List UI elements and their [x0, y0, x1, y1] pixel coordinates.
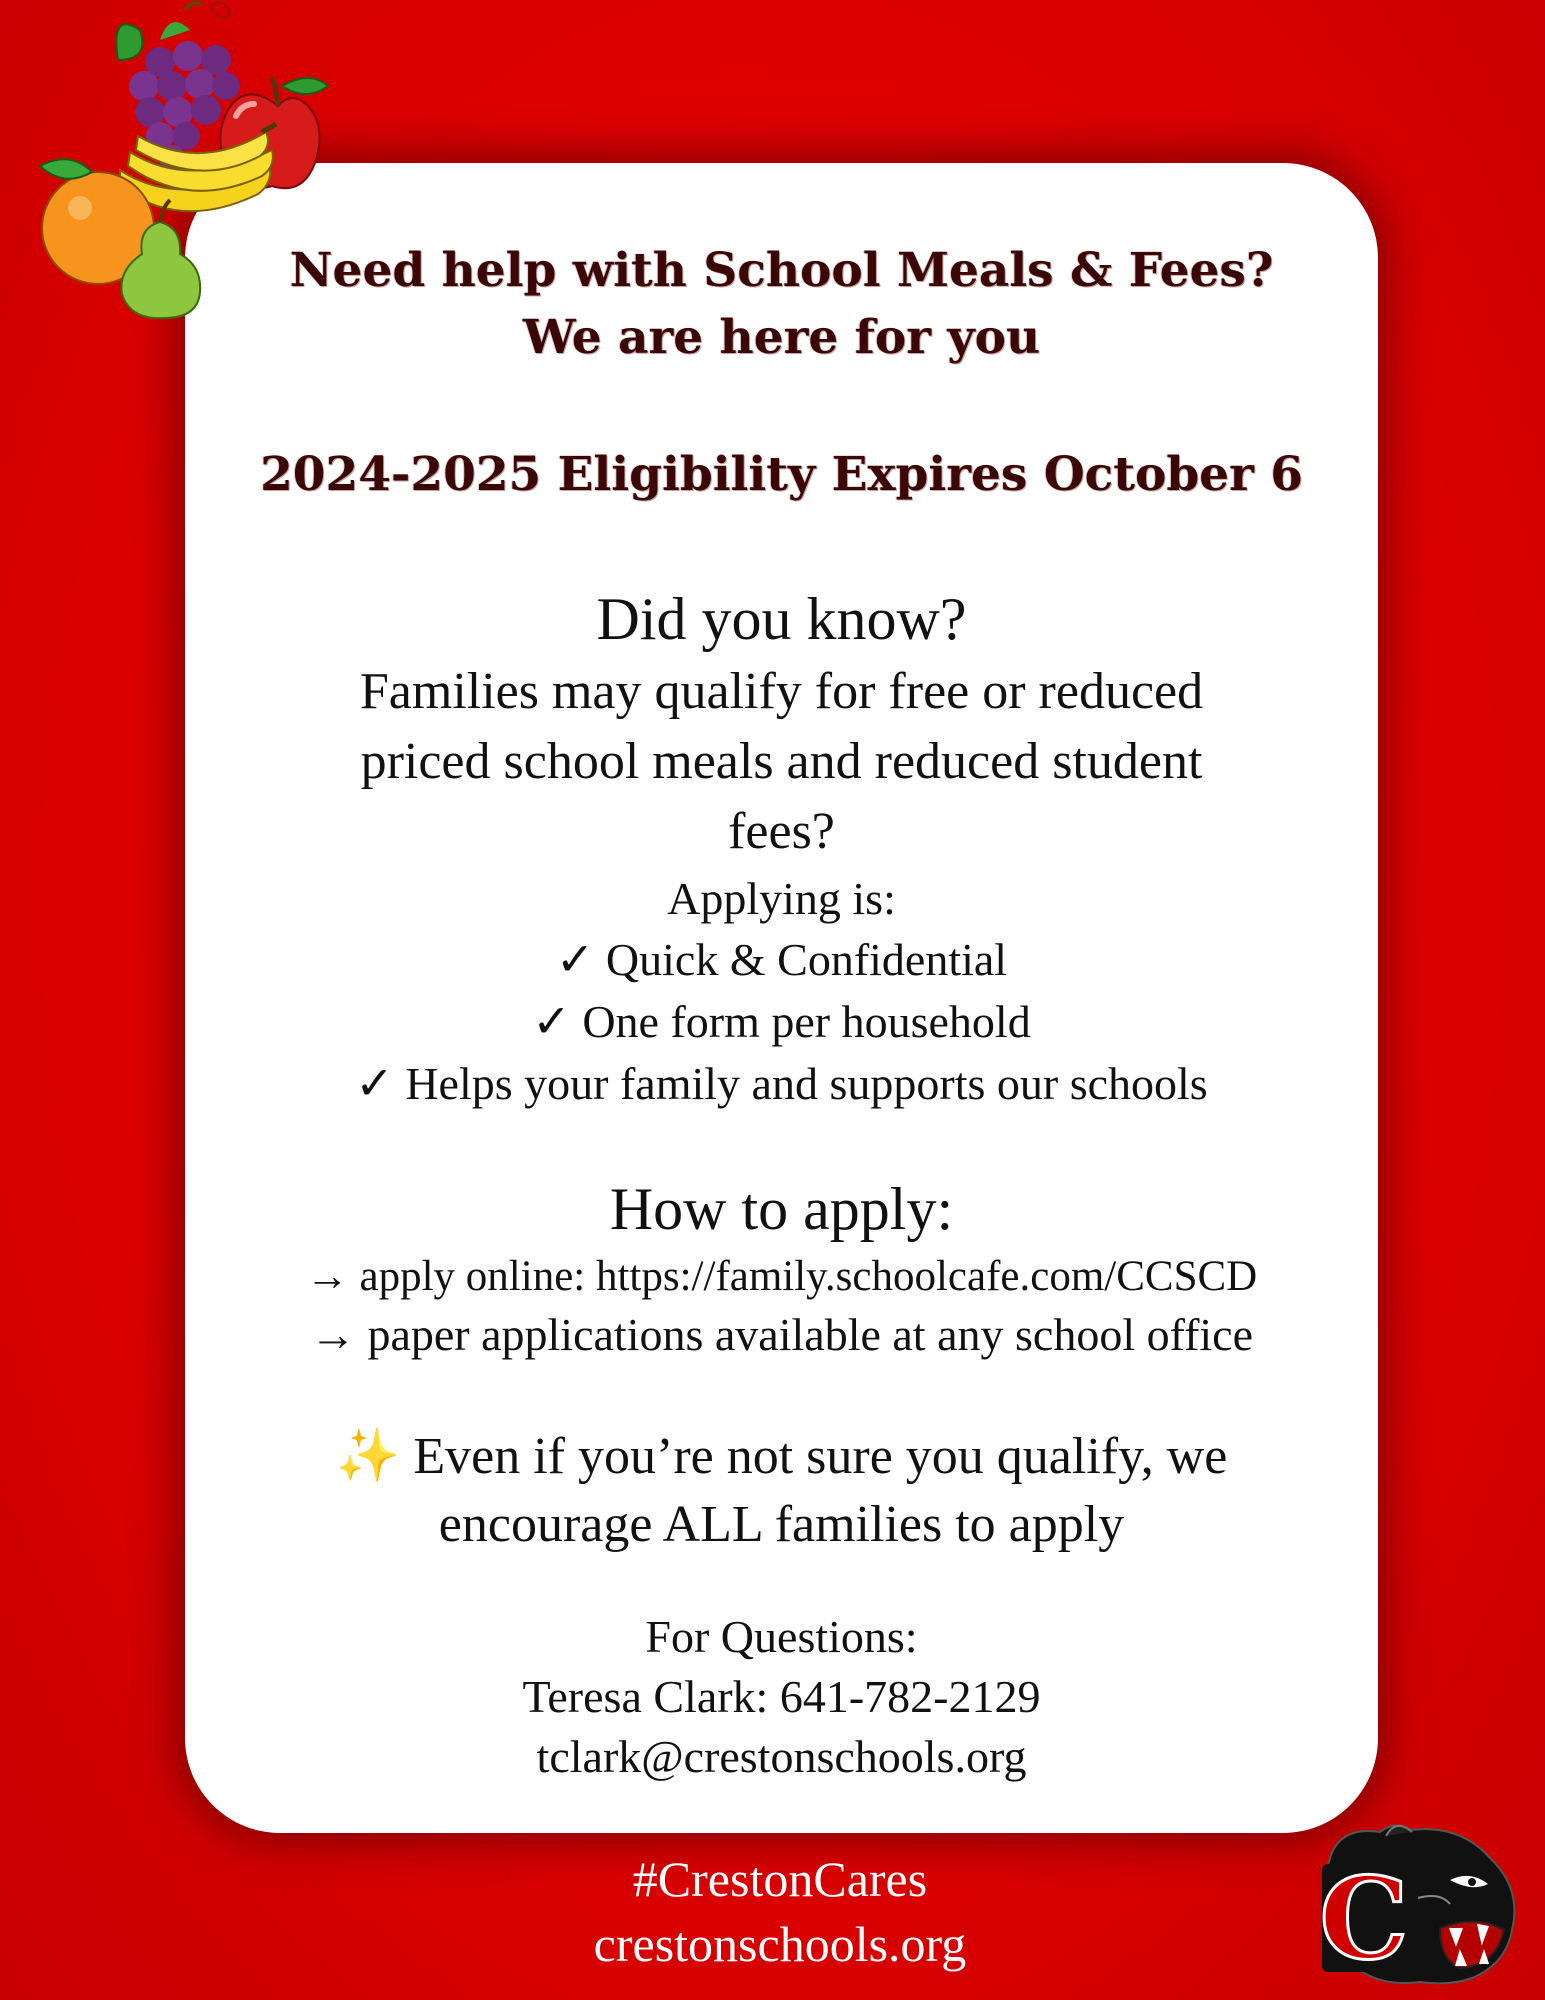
intro-text-line-1: Families may qualify for free or reduced: [359, 663, 1204, 720]
logo-letter: C: [1319, 1854, 1409, 1985]
intro-text-line-2: priced school meals and reduced student: [360, 733, 1203, 790]
questions-label: For Questions:: [645, 1611, 918, 1662]
encourage-text-1: Even if you’re not sure you qualify, we: [413, 1428, 1228, 1485]
apply-online-link[interactable]: → apply online: https://family.schoolcafe.com/CCSCD: [305, 1253, 1258, 1300]
encourage-line-2: encourage ALL families to apply: [438, 1496, 1125, 1553]
headline-line-2: We are here for you: [522, 310, 1041, 365]
intro-text-line-3: fees?: [728, 803, 835, 860]
panther-logo: [1300, 1818, 1525, 1988]
website-link[interactable]: crestonschools.org: [593, 1916, 967, 1972]
paper-applications-text: → paper applications available at any school office: [309, 1309, 1254, 1360]
eligibility-deadline: 2024-2025 Eligibility Expires October 6: [260, 447, 1303, 502]
benefit-item: ✓ Quick & Confidential: [555, 934, 1008, 985]
how-to-apply-heading: How to apply:: [609, 1176, 954, 1242]
applying-label: Applying is:: [667, 873, 896, 924]
contact-email[interactable]: tclark@crestonschools.org: [536, 1731, 1027, 1782]
did-you-know-heading: Did you know?: [596, 586, 967, 652]
sparkles-icon: ✨: [335, 1428, 401, 1485]
hashtag: #CrestonCares: [632, 1851, 928, 1907]
benefit-item: ✓ Helps your family and supports our schools: [355, 1058, 1208, 1109]
benefit-item: ✓ One form per household: [532, 996, 1031, 1047]
encourage-line-1: [185, 1425, 1378, 1486]
contact-name-phone[interactable]: Teresa Clark: 641-782-2129: [522, 1671, 1041, 1722]
fruit-illustration: [10, 0, 350, 320]
headline-line-1: Need help with School Meals & Fees?: [289, 243, 1274, 298]
